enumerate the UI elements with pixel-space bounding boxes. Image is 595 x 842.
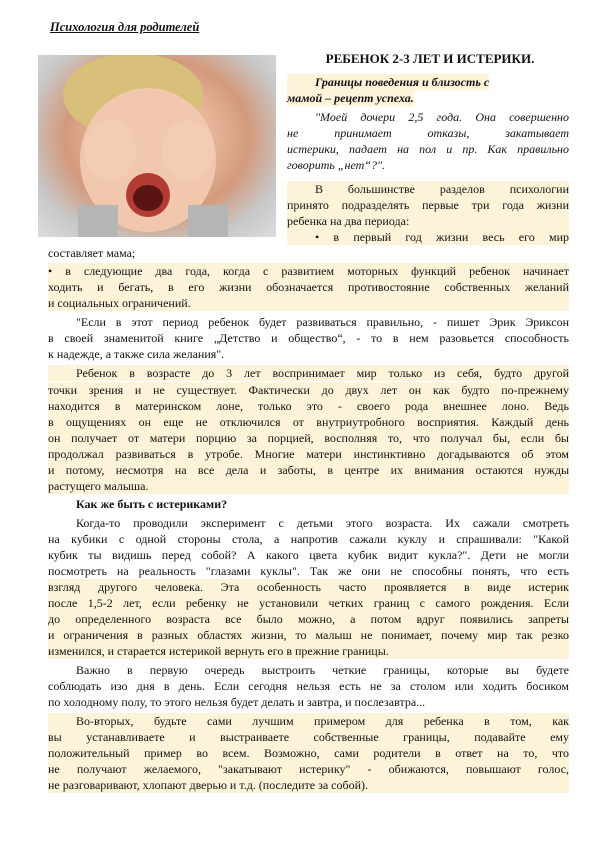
text-line: • в следующие два года, когда с развитием моторных функций ребенок начинает (48, 264, 569, 278)
text-line: не разговаривают, хлопают дверью и т.д. (последите за собой). (48, 777, 569, 793)
text-line: взгляд другого человека. Эта особенность часто проявляется в виде истерик (48, 580, 569, 594)
text-line: продолжал развиваться в утробе. Многие матери инстинктивно догадываются об этом (48, 447, 569, 461)
article-title: РЕБЕНОК 2-3 ЛЕТ И ИСТЕРИКИ. (325, 51, 535, 66)
text-line: точки зрения и не существует. Фактически до двух лет он как будто по-прежнему (48, 383, 569, 397)
text-line: на кубики с одной стороны стола, а напротив сажали куклу и спрашивали: "Какой (48, 532, 569, 546)
text-line: в своей знаменитой книге „Детство и общество“, - то в нем разовьется способность (48, 331, 569, 345)
text-line: положительный пример во всем. Возможно, сами родители в ответ на то, что (48, 746, 569, 760)
text-line: растущего малыша. (48, 478, 569, 494)
text-line: по холодному полу, то этого нельзя будет делать и завтра, и послезавтра... (48, 695, 426, 709)
text-line: к надежде, а также сила желания". (48, 347, 225, 361)
text-line: Ребенок в возрасте до 3 лет воспринимает мир только из себя, будто другой (48, 365, 569, 381)
text-line: после 1,5-2 лет, если ребенку не установили четких границ с самого рождения. Если (48, 596, 569, 610)
text-line: и потому, несмотря на все дела и заботы, в центре их внимания остаются нужды (48, 463, 569, 477)
text-line: в ощущениях он еще не отключился от внутриутробного восприятия. Каждый день (48, 415, 569, 429)
intro-paragraph: В большинстве разделов психологии принято подразделять первые три года жизни ребенка на два периода: • в первый год жизни весь его мир (287, 182, 569, 244)
text-line: и ограничения в разных областях жизни, то малыш не понимает, почему мир так резко (48, 628, 569, 642)
subtitle: Границы поведения и близость с мамой – рецепт успеха. (287, 75, 490, 105)
text-line: Во-вторых, будьте сами лучшим примером для ребенка в том, как (48, 713, 569, 729)
text-line: изменился, и старается истерикой вернуть его в прежние границы. (48, 643, 569, 659)
text-line: ходить и бегать, в его жизни обозначается противостояние собственных желаний (48, 280, 569, 294)
reader-quote: "Моей дочери 2,5 года. Она совершенно не принимает отказы, закатывает истерики, падает на пол и пр. Как правильно говорить „нет“?". (287, 110, 569, 172)
text-line: находится в материнском лоне, только это - своего рода внешнее лоно. Ведь (48, 399, 569, 413)
text-line: не получают желаемого, "закатывают истерику" - обижаются, повышают голос, (48, 762, 569, 776)
text-line: и социальных ограничений. (48, 295, 569, 311)
text-line: Важно в первую очередь выстроить четкие границы, которые вы будете (76, 663, 569, 677)
text-line: до определенного возраста все было можно, а потом вдруг появились запреты (48, 612, 569, 626)
text-line: посмотреть на реальность "глазами куклы". Так же они не способны понять, что есть (48, 564, 569, 578)
crying-child-photo (38, 55, 276, 237)
text-line: вы устанавливаете и выстраиваете собственные границы, подавайте ему (48, 730, 569, 744)
text-line: Когда-то проводили эксперимент с детьми этого возраста. Их сажали смотреть (76, 516, 569, 530)
page-header: Психология для родителей (50, 20, 200, 34)
text-line: соблюдать изо дня в день. Если сегодня нельзя есть не за столом или ходить босиком (48, 679, 569, 693)
text-line: кубик ты видишь перед собой? А какого цвета кубик видит кукла?". Дети не могли (48, 548, 569, 562)
text-line: "Если в этот период ребенок будет развиваться правильно, - пишет Эрик Эриксон (76, 315, 569, 329)
text-line: составляет мама; (48, 246, 136, 260)
section-heading: Как же быть с истериками? (76, 497, 228, 511)
text-line: он получает от матери порцию за порцией, восполняя то, что получал бы, если бы (48, 431, 569, 445)
